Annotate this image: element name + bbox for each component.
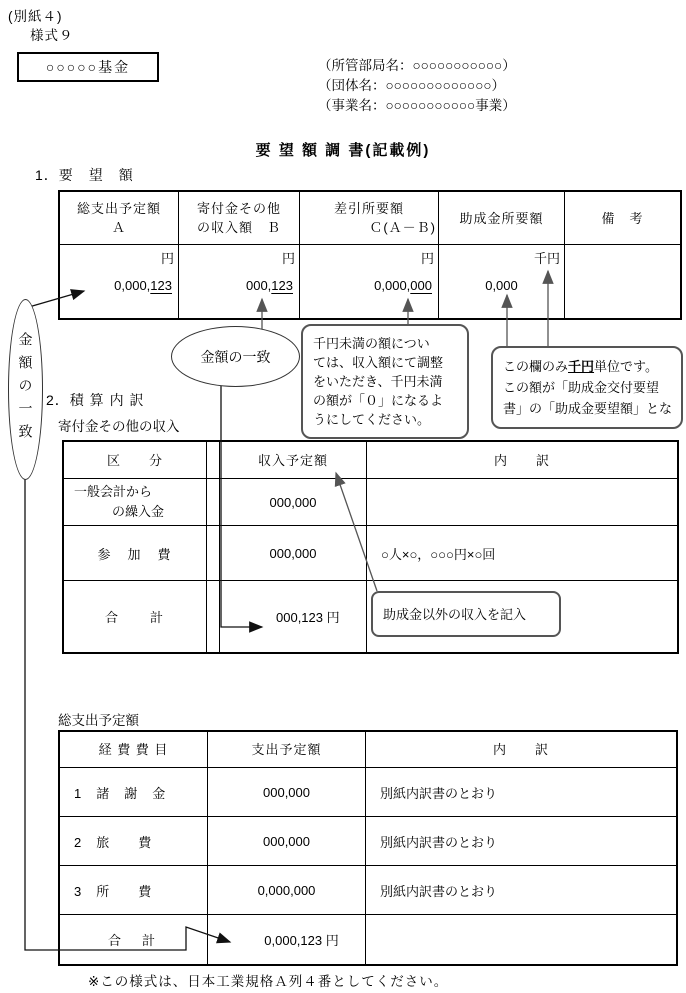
col-header-expected-expenditure: 支出予定額 xyxy=(208,732,366,768)
row-expense-total-detail xyxy=(366,915,676,964)
col-header-expense-detail: 内 訳 xyxy=(366,732,676,768)
section1-heading: 1．要 望 額 xyxy=(35,167,134,183)
row-participation-fee-detail: ○人×○，○○○円×○回 xyxy=(367,526,677,581)
row-travel-detail: 別紙内訳書のとおり xyxy=(366,817,676,866)
spacer-col-header xyxy=(207,442,220,479)
section2-heading: 2．積 算 内 訳 xyxy=(46,392,145,408)
row-travel-amount: 000,000 xyxy=(208,817,366,866)
cell-total-expenditure-value: 円 0,000,123 xyxy=(60,245,179,318)
spacer-col xyxy=(207,526,220,581)
callout-adjustment-note: 千円未満の額につい ては、収入額にて調整 をいただき、千円未満 の額が「０」になるよ うにしてください。 xyxy=(301,324,469,439)
org-line-project: （事業名：○○○○○○○○○○○事業） xyxy=(318,98,516,113)
section2-subheading: 寄付金その他の収入 xyxy=(58,419,180,434)
org-info-block xyxy=(318,56,516,116)
col-header-subsidy-required: 助成金所要額 xyxy=(439,192,565,245)
col-header-detail: 内 訳 xyxy=(367,442,677,479)
cell-remarks-empty xyxy=(565,245,680,318)
spacer-col xyxy=(207,581,220,652)
cell-balance-required-value: 円 0,000,000 xyxy=(300,245,439,318)
spacer-col xyxy=(207,479,220,526)
callout-unit-note: この欄のみ千円単位です。 この額が「助成金交付要望 書」の「助成金要望額」とな xyxy=(491,346,683,429)
row-participation-fee-amount: 000,000 xyxy=(220,526,367,581)
col-header-category: 区 分 xyxy=(64,442,207,479)
row-misc-detail: 別紙内訳書のとおり xyxy=(366,866,676,915)
row-honoraria-item: 1 諸 謝 金 xyxy=(60,768,208,817)
col-header-balance-required: 差引所要額 Ｃ(Ａ－Ｂ) xyxy=(300,192,439,245)
callout-income-note: 助成金以外の収入を記入 xyxy=(371,591,561,637)
amount-match-ellipse-mid: 金額の一致 xyxy=(171,326,300,387)
org-line-bureau: （所管部局名：○○○○○○○○○○○） xyxy=(318,58,516,73)
row-general-account-detail xyxy=(367,479,677,526)
row-honoraria-amount: 000,000 xyxy=(208,768,366,817)
col-header-donation-income: 寄付金その他 の収入額 Ｂ xyxy=(179,192,300,245)
col-header-remarks: 備 考 xyxy=(565,192,680,245)
form-number-label: 様式９ xyxy=(30,28,74,43)
cell-subsidy-required-value: 千円 0,000 xyxy=(439,245,565,318)
unit-thousand-yen: 千円 xyxy=(533,251,560,266)
org-line-group: （団体名：○○○○○○○○○○○○○） xyxy=(318,78,506,93)
cell-donation-income-value: 円 000,123 xyxy=(179,245,300,318)
fund-name-box xyxy=(17,52,159,82)
col-header-expense-item: 経 費 費 目 xyxy=(60,732,208,768)
row-income-total-amount: 000,123 円 xyxy=(220,581,367,652)
row-misc-item: 3 所 費 xyxy=(60,866,208,915)
row-general-account-category: 一般会計から の繰入金 xyxy=(64,479,207,526)
col-header-total-expenditure: 総支出予定額 Ａ xyxy=(60,192,179,245)
fund-name-text: ○○○○○基金 xyxy=(45,59,131,75)
row-expense-total-label: 合 計 xyxy=(60,915,208,964)
amount-match-ellipse-left: 金額の一致 xyxy=(8,299,43,480)
unit-yen: 円 xyxy=(160,251,174,266)
attachment-label: (別紙４) xyxy=(8,9,63,24)
row-income-total-label: 合 計 xyxy=(64,581,207,652)
page-title: 要 望 額 調 書(記載例) xyxy=(255,142,431,159)
row-expense-total-amount: 0,000,123 円 xyxy=(208,915,366,964)
request-amount-table xyxy=(58,190,682,320)
row-general-account-amount: 000,000 xyxy=(220,479,367,526)
unit-yen: 円 xyxy=(420,251,434,266)
col-header-expected-income: 収入予定額 xyxy=(220,442,367,479)
row-travel-item: 2 旅 費 xyxy=(60,817,208,866)
unit-yen: 円 xyxy=(281,251,295,266)
expenditure-breakdown-table xyxy=(58,730,678,966)
row-honoraria-detail: 別紙内訳書のとおり xyxy=(366,768,676,817)
footer-note: ※この様式は、日本工業規格Ａ列４番としてください。 xyxy=(88,974,449,989)
row-misc-amount: 0,000,000 xyxy=(208,866,366,915)
section3-heading: 総支出予定額 xyxy=(58,713,139,728)
row-participation-fee-category: 参 加 費 xyxy=(64,526,207,581)
